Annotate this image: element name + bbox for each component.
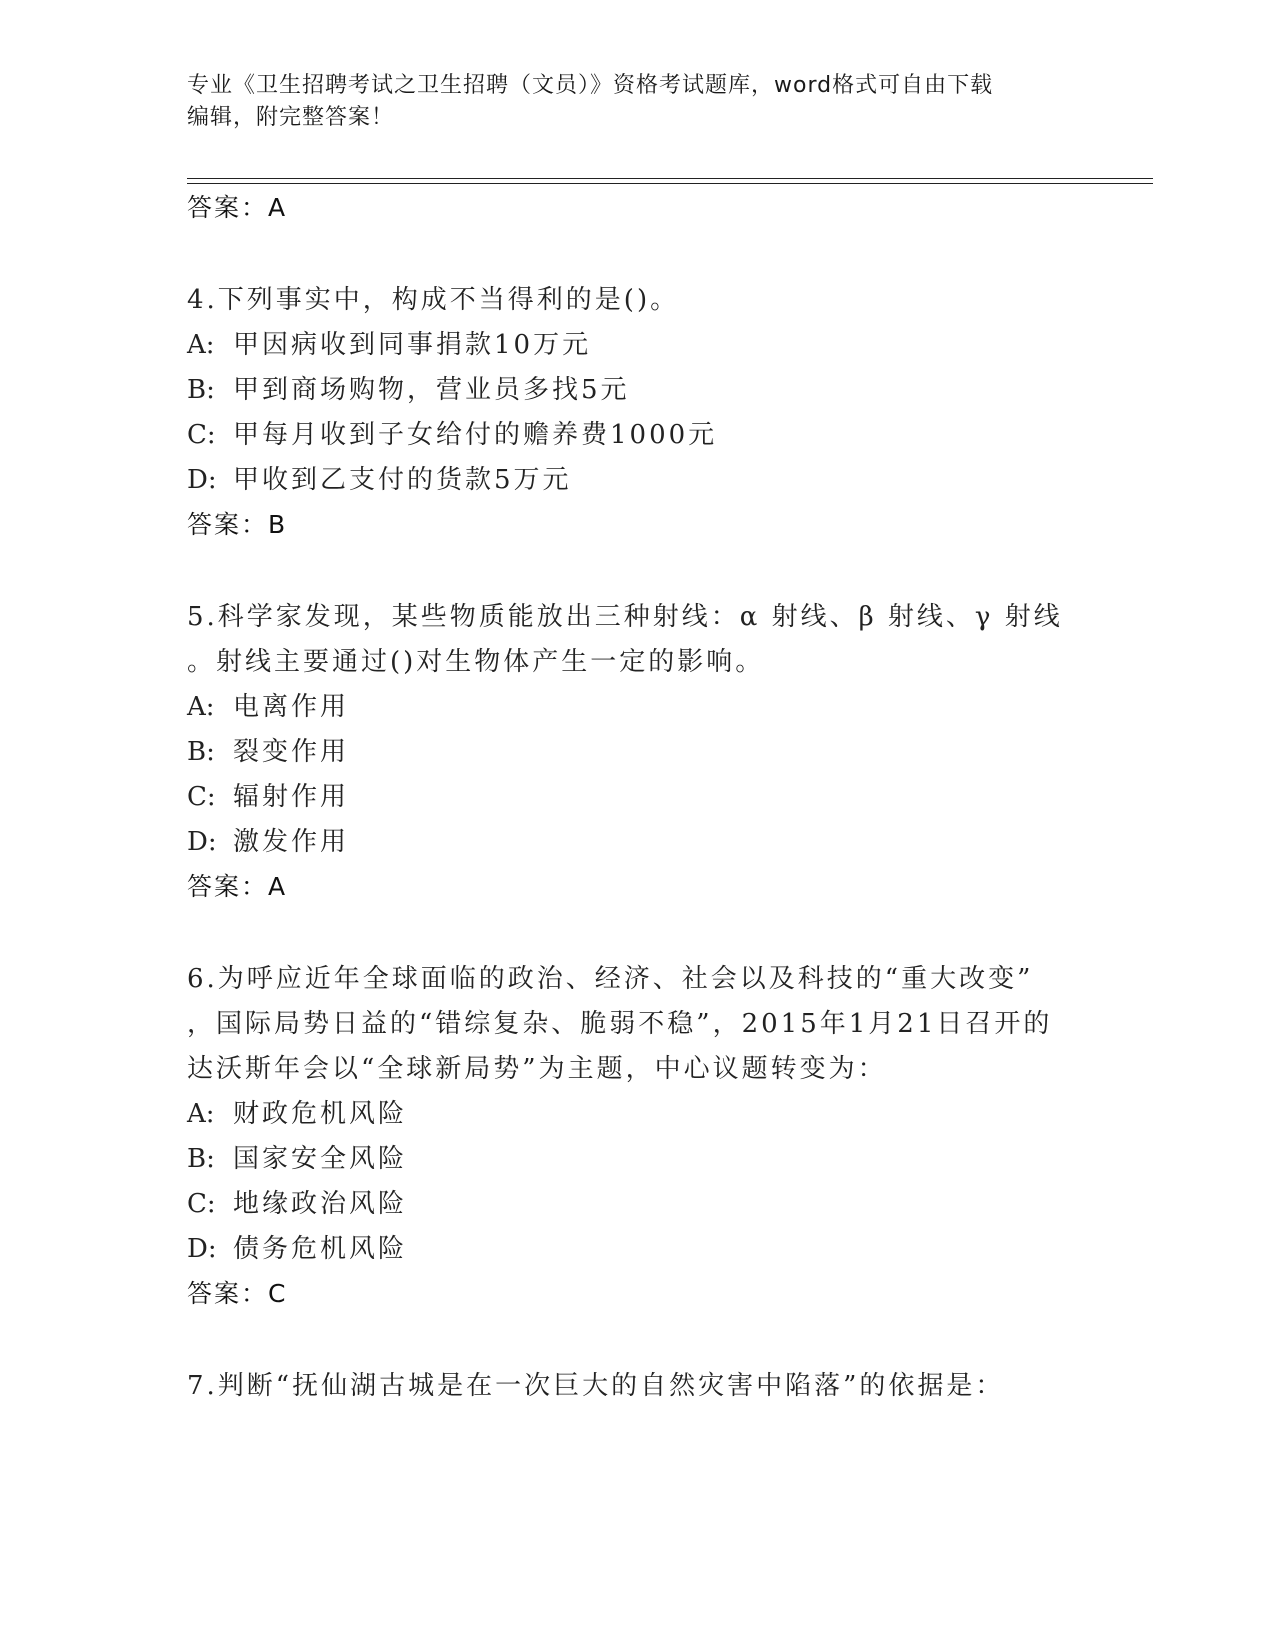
option-d: [187, 458, 1087, 503]
spacer: [187, 230, 1087, 278]
question-stem-line: 6.为呼应近年全球面临的政治、经济、社会以及科技的“重大改变”: [187, 964, 1034, 994]
option-key: A:: [187, 1099, 215, 1129]
question-stem: [187, 1364, 1087, 1409]
header-line-1: 专业《卫生招聘考试之卫生招聘（文员）》资格考试题库，word格式可自由下载: [187, 73, 994, 98]
document-header: [187, 70, 1087, 134]
question-stem: [187, 957, 1087, 1092]
option-text: 甲到商场购物，营业员多找5元: [233, 375, 630, 405]
question-stem-line: ，国际局势日益的“错综复杂、脆弱不稳”，2015年1月21日召开的: [187, 1009, 1053, 1039]
answer-line: 答案：A: [187, 872, 288, 901]
option-c: [187, 775, 1087, 820]
question-block: [187, 1364, 1087, 1409]
option-b: [187, 1137, 1087, 1182]
option-text: 地缘政治风险: [233, 1189, 408, 1219]
option-text: 财政危机风险: [233, 1099, 408, 1129]
answer-line: 答案：A: [187, 193, 288, 222]
answer-line: 答案：C: [187, 1279, 288, 1308]
question-stem: [187, 278, 1087, 323]
option-text: 债务危机风险: [233, 1234, 408, 1264]
option-key: A:: [187, 330, 215, 360]
option-key: D:: [187, 827, 217, 857]
question-stem-line: 4.下列事实中，构成不当得利的是()。: [187, 285, 680, 315]
option-key: B:: [187, 375, 215, 405]
question-stem-line: 7.判断“抚仙湖古城是在一次巨大的自然灾害中陷落”的依据是：: [187, 1371, 1005, 1401]
header-divider-top: [187, 178, 1153, 179]
option-key: A:: [187, 692, 215, 722]
option-text: 电离作用: [233, 692, 350, 722]
question-block: [187, 957, 1087, 1316]
question-list: [187, 186, 1087, 1409]
answer-line: 答案：B: [187, 510, 288, 539]
option-text: 甲收到乙支付的货款5万元: [233, 465, 572, 495]
option-text: 裂变作用: [233, 737, 350, 767]
question-block: [187, 278, 1087, 547]
option-key: D:: [187, 465, 217, 495]
option-b: [187, 730, 1087, 775]
option-text: 甲因病收到同事捐款10万元: [233, 330, 592, 360]
option-key: C:: [187, 420, 216, 450]
question-stem: [187, 595, 1087, 685]
option-text: 激发作用: [233, 827, 350, 857]
question-block: [187, 595, 1087, 909]
option-text: 甲每月收到子女给付的赡养费1000元: [233, 420, 718, 450]
option-key: D:: [187, 1234, 217, 1264]
spacer: [187, 909, 1087, 957]
option-key: B:: [187, 737, 215, 767]
option-d: [187, 1227, 1087, 1272]
option-key: C:: [187, 782, 216, 812]
option-c: [187, 1182, 1087, 1227]
option-text: 国家安全风险: [233, 1144, 408, 1174]
option-c: [187, 413, 1087, 458]
header-line-2: 编辑，附完整答案！: [187, 105, 395, 130]
question-stem-line: 达沃斯年会以“全球新局势”为主题，中心议题转变为：: [187, 1054, 887, 1084]
spacer: [187, 1316, 1087, 1364]
question-stem-line: 。射线主要通过()对生物体产生一定的影响。: [187, 647, 765, 677]
option-text: 辐射作用: [233, 782, 350, 812]
header-divider-bottom: [187, 183, 1153, 184]
option-key: C:: [187, 1189, 216, 1219]
option-b: [187, 368, 1087, 413]
option-key: B:: [187, 1144, 215, 1174]
option-d: [187, 820, 1087, 865]
option-a: [187, 685, 1087, 730]
option-a: [187, 1092, 1087, 1137]
spacer: [187, 547, 1087, 595]
option-a: [187, 323, 1087, 368]
question-stem-line: 5.科学家发现，某些物质能放出三种射线：α 射线、β 射线、γ 射线: [187, 602, 1063, 632]
